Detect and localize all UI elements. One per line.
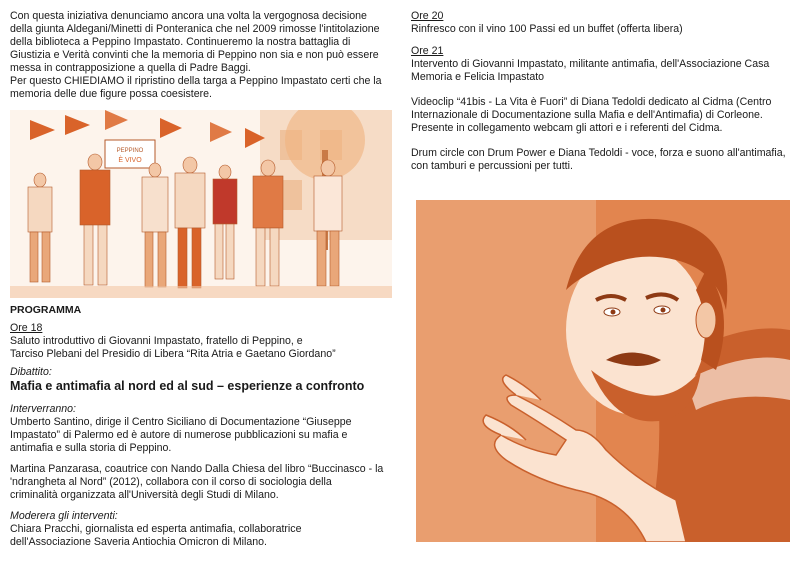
interverranno-block — [10, 403, 405, 549]
intro-line: Per questo CHIEDIAMO il ripristino della targa a Peppino Impastato certi che la — [10, 75, 382, 87]
ore20-time: Ore 20 — [411, 10, 444, 22]
dibattito-title: Mafia e antimafia al nord ed al sud – esperienze a confronto — [10, 379, 365, 393]
panzarasa-line: 'ndrangheta al Nord” (2012), collabora con il corso di sociologia della — [10, 476, 332, 488]
videoclip-line: Internazionale di Documentazione sulla Mafia e dell'Antimafia) di Corleone. — [411, 109, 763, 121]
intro-block — [10, 10, 400, 101]
intro-line: della giunta Aldegani/Minetti di Ponteranica che nel 2009 rimosse l'intitolazione — [10, 23, 380, 35]
portrait-illustration — [416, 200, 790, 542]
programma-heading: PROGRAMMA — [10, 304, 82, 316]
videoclip-line: Presente in collegamento webcam gli attori e i referenti del Cidma. — [411, 122, 723, 134]
intro-line: Giustizia e Verità convinti che la memoria di Peppino non sia e non può essere — [10, 49, 379, 61]
drum-line: con tamburi e percussioni per tutti. — [411, 160, 573, 172]
santino-line: Impastato” di Palermo ed è autore di numerose pubblicazioni su mafia e — [10, 429, 348, 441]
ore21-time: Ore 21 — [411, 45, 444, 57]
interverranno-label: Interverranno: — [10, 403, 76, 415]
videoclip-line: Videoclip “41bis - La Vita è Fuori” di Diana Tedoldi dedicato al Cidma (Centro — [411, 96, 772, 108]
pracchi-line: dell'Associazione Saveria Antiochia Omicron di Milano. — [10, 536, 267, 548]
svg-text:PEPPINO: PEPPINO — [116, 148, 144, 154]
ore20-text: Rinfresco con il vino 100 Passi ed un buffet (offerta libera) — [411, 23, 683, 35]
moderera-label: Moderera gli interventi: — [10, 510, 118, 522]
santino-line: Umberto Santino, dirige il Centro Siciliano di Documentazione “Giuseppe — [10, 416, 352, 428]
intro-line: della biblioteca a Peppino Impastato. Continueremo la nostra battaglia di — [10, 36, 351, 48]
dibattito-block — [10, 366, 405, 394]
ore21-line: Intervento di Giovanni Impastato, militante antimafia, dell'Associazione Casa — [411, 58, 770, 70]
right-program — [411, 10, 796, 173]
panzarasa-line: Martina Panzarasa, coautrice con Nando Dalla Chiesa del libro “Buccinasco - la — [10, 463, 384, 475]
dibattito-label: Dibattito: — [10, 366, 52, 378]
pracchi-line: Chiara Pracchi, giornalista ed esperta antimafia, collaboratrice — [10, 523, 302, 535]
ore18-line: Tarciso Plebani del Presidio di Libera “Rita Atria e Gaetano Giordano” — [10, 348, 336, 360]
ore21-line: Memoria e Felicia Impastato — [411, 71, 545, 83]
intro-line: memoria delle due figure possa coesistere. — [10, 88, 212, 100]
intro-line: Con questa iniziativa denunciamo ancora una volta la vergognosa decisione — [10, 10, 367, 22]
ore18-line: Saluto introduttivo di Giovanni Impastato, fratello di Peppino, e — [10, 335, 303, 347]
intro-line: messa in contrapposizione a quella di Padre Baggi. — [10, 62, 251, 74]
ore18-time: Ore 18 — [10, 322, 43, 334]
panzarasa-line: criminalità organizzata all'Università degli Studi di Milano. — [10, 489, 279, 501]
march-illustration — [10, 110, 392, 298]
drum-line: Drum circle con Drum Power e Diana Tedoldi - voce, forza e suono all'antimafia, — [411, 147, 786, 159]
ore18-block — [10, 322, 405, 361]
santino-line: antimafia e sulla storia di Peppino. — [10, 442, 172, 454]
svg-text:È VIVO: È VIVO — [118, 157, 142, 164]
